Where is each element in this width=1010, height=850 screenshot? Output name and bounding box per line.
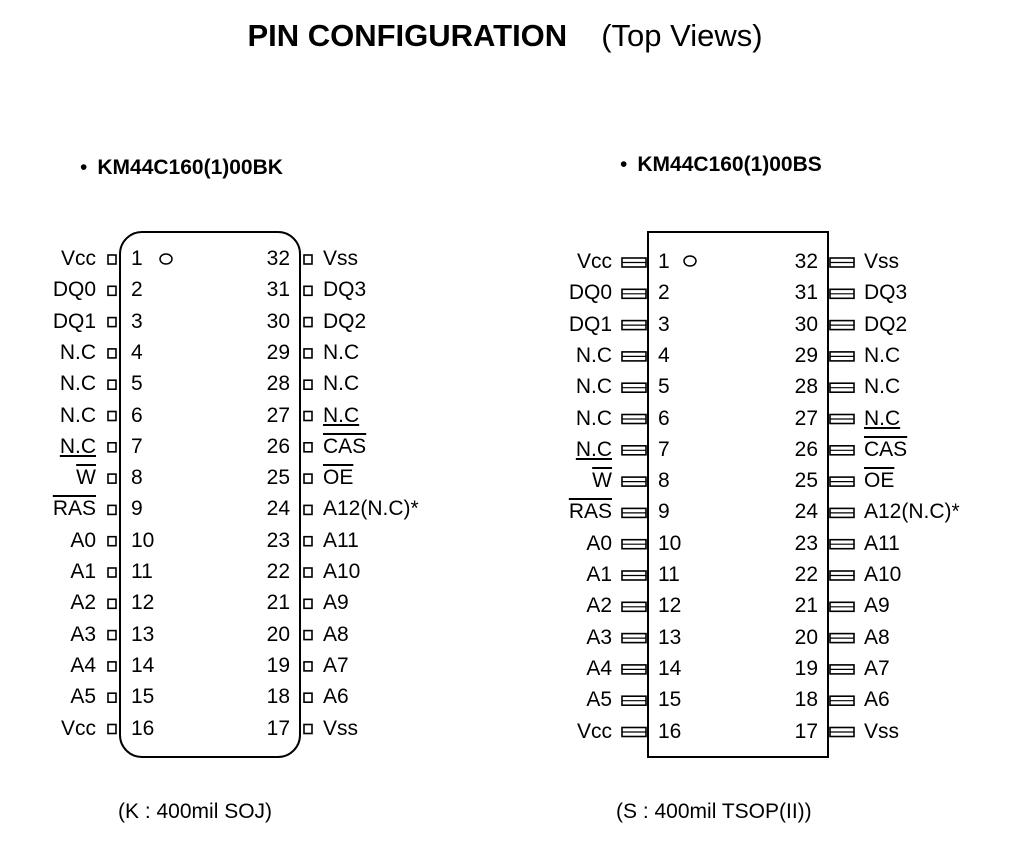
pin-number: 17 [794, 719, 818, 743]
pin-name: N.C [575, 406, 612, 430]
pin-lead [304, 380, 312, 389]
pin-number: 19 [794, 656, 818, 680]
pin-number: 32 [266, 247, 290, 270]
pin-name: $\overline{CAS}$ [323, 434, 367, 458]
pin-number: 15 [131, 685, 155, 709]
pin-number: 10 [131, 528, 155, 552]
pin-name: A8 [323, 622, 349, 646]
pin-name: Vss [864, 250, 900, 273]
pin-name: A0 [586, 531, 612, 555]
pin-number: 5 [658, 375, 670, 399]
pin-lead [304, 286, 312, 295]
pin-name: DQ0 [568, 281, 612, 305]
pin-name: A1 [586, 563, 612, 586]
pin-number: 13 [131, 622, 155, 646]
pin-name: $\overline{W}$ [592, 469, 612, 493]
pin-name: A1 [70, 560, 96, 583]
pin-number: 19 [266, 653, 290, 677]
pin-lead [304, 725, 312, 734]
pin-number: 11 [131, 560, 153, 583]
pin-number: 29 [794, 343, 818, 367]
package-caption-soj: (K : 400mil SOJ) [118, 800, 273, 823]
pin-name: A3 [586, 625, 612, 649]
pin-lead [304, 662, 312, 671]
pin-lead [108, 443, 116, 452]
pin-name: N.C [323, 372, 360, 396]
pin-number: 23 [794, 531, 818, 555]
pin-lead [108, 505, 116, 514]
pin-name: N.C [864, 406, 901, 430]
pin-number: 21 [266, 591, 290, 615]
pin-name: N.C [59, 434, 96, 458]
pin-number: 1 [658, 250, 670, 273]
pin-lead [108, 599, 116, 608]
pin-name: A5 [586, 688, 612, 712]
pin-name: Vcc [576, 719, 612, 743]
pin-number: 18 [794, 688, 818, 712]
pin-number: 10 [658, 531, 682, 555]
pin-name: $\overline{W}$ [76, 466, 96, 490]
pin-name: N.C [575, 437, 612, 461]
pin-name: A7 [864, 656, 890, 680]
pin-number: 27 [266, 403, 290, 427]
pin-lead [108, 568, 116, 577]
pin-name: DQ2 [864, 312, 908, 336]
pin-lead [304, 474, 312, 483]
pin-name: N.C [864, 343, 901, 367]
part-number: KM44C160(1)00BK [97, 156, 283, 179]
pin-name: N.C [864, 375, 901, 399]
pin-number: 22 [794, 563, 818, 586]
pin-number: 3 [131, 309, 143, 333]
pin-lead [108, 631, 116, 640]
pin-number: 26 [794, 437, 818, 461]
pin-name: N.C [59, 372, 96, 396]
bullet-icon: • [620, 153, 628, 176]
pin-lead [304, 443, 312, 452]
pin-number: 8 [131, 466, 143, 490]
pin-number: 26 [266, 434, 290, 458]
pin-number: 31 [266, 278, 290, 302]
pin-number: 12 [131, 591, 155, 615]
pin-number: 25 [266, 466, 290, 490]
pin-name: $\overline{RAS}$ [52, 497, 96, 521]
pin-name: $\overline{OE}$ [323, 466, 354, 490]
pin-name: A2 [586, 594, 612, 618]
pin-lead [108, 412, 116, 421]
pin-name: A11 [323, 528, 359, 552]
pin-number: 9 [131, 497, 143, 521]
pin-number: 2 [131, 278, 143, 302]
pin-name: A5 [70, 685, 96, 709]
pin-name: A12(N.C)* [323, 497, 419, 521]
pin-name: A10 [864, 563, 902, 586]
pin-lead [108, 380, 116, 389]
pin-name: A6 [864, 688, 890, 712]
bullet-icon: • [80, 156, 88, 179]
pin-name: A2 [70, 591, 96, 615]
pin-number: 17 [266, 716, 290, 740]
pin-number: 15 [658, 688, 682, 712]
pin-lead [108, 662, 116, 671]
pin-name: DQ3 [323, 278, 367, 302]
pin-name: A0 [70, 528, 96, 552]
pin-number: 30 [266, 309, 290, 333]
part-number: KM44C160(1)00BS [637, 153, 822, 176]
pin-name: A4 [70, 653, 96, 677]
pin-lead [304, 537, 312, 546]
pin-lead [304, 505, 312, 514]
pin-number: 11 [658, 563, 680, 586]
title-main: PIN CONFIGURATION [247, 18, 568, 53]
pin-name: DQ0 [52, 278, 96, 302]
pin-name: $\overline{RAS}$ [568, 500, 612, 524]
pin-number: 30 [794, 312, 818, 336]
pin-name: N.C [575, 375, 612, 399]
pin-number: 23 [266, 528, 290, 552]
pin-name: $\overline{OE}$ [864, 469, 895, 493]
package-caption-tsop: (S : 400mil TSOP(II)) [616, 800, 812, 823]
pin-number: 32 [794, 250, 818, 273]
pin-lead [108, 286, 116, 295]
pin-number: 3 [658, 312, 670, 336]
pin-lead [304, 568, 312, 577]
pin1-marker-icon [160, 254, 172, 264]
pin-name: A6 [323, 685, 349, 709]
pin-name: N.C [59, 340, 96, 364]
pin-lead [304, 412, 312, 421]
pin-number: 21 [794, 594, 818, 618]
pin-number: 29 [266, 340, 290, 364]
pin-name: A10 [323, 560, 361, 583]
pin-name: A11 [864, 531, 900, 555]
pin-lead [304, 255, 312, 264]
pin-number: 18 [266, 685, 290, 709]
pin-number: 27 [794, 406, 818, 430]
pin-number: 24 [794, 500, 818, 524]
pin-lead [304, 599, 312, 608]
pin-lead [108, 474, 116, 483]
pin-number: 20 [266, 622, 290, 646]
pin-name: N.C [575, 343, 612, 367]
pin-lead [108, 349, 116, 358]
pin-number: 25 [794, 469, 818, 493]
pin-name: Vcc [60, 716, 96, 740]
pin-number: 4 [131, 340, 143, 364]
pin-lead [108, 318, 116, 327]
pin-number: 5 [131, 372, 143, 396]
pin-name: N.C [323, 403, 360, 427]
pin-name: A4 [586, 656, 612, 680]
pin-name: Vss [864, 719, 900, 743]
pin-number: 31 [794, 281, 818, 305]
pin-number: 13 [658, 625, 682, 649]
pin-number: 28 [266, 372, 290, 396]
pin-number: 16 [658, 719, 682, 743]
pin-lead [108, 537, 116, 546]
pin-name: DQ1 [52, 309, 96, 333]
pin-number: 28 [794, 375, 818, 399]
pin-lead [108, 693, 116, 702]
pin-number: 2 [658, 281, 670, 305]
pin-number: 24 [266, 497, 290, 521]
pin-number: 8 [658, 469, 670, 493]
pin-name: Vcc [60, 247, 96, 270]
pin-number: 12 [658, 594, 682, 618]
pin-name: Vss [323, 247, 359, 270]
pin-number: 6 [131, 403, 143, 427]
pin-name: DQ1 [568, 312, 612, 336]
pin-number: 6 [658, 406, 670, 430]
pin1-marker-icon [684, 256, 696, 266]
pin-lead [304, 631, 312, 640]
pin-number: 22 [266, 560, 290, 583]
pin-number: 1 [131, 247, 143, 270]
pin-number: 16 [131, 716, 155, 740]
pin-lead [304, 349, 312, 358]
pin-name: Vcc [576, 250, 612, 273]
pin-name: A12(N.C)* [864, 500, 960, 524]
pin-lead [304, 318, 312, 327]
pin-name: A7 [323, 653, 349, 677]
pin-number: 20 [794, 625, 818, 649]
pin-name: DQ2 [323, 309, 367, 333]
pin-name: N.C [323, 340, 360, 364]
pin-name: A3 [70, 622, 96, 646]
pin-name: A9 [323, 591, 349, 615]
pin-name: DQ3 [864, 281, 908, 305]
pin-number: 9 [658, 500, 670, 524]
pin-name: Vss [323, 716, 359, 740]
pin-name: A9 [864, 594, 890, 618]
pin-number: 14 [131, 653, 155, 677]
pin-number: 4 [658, 343, 670, 367]
pin-lead [304, 693, 312, 702]
pin-lead [108, 255, 116, 264]
pin-name: N.C [59, 403, 96, 427]
pin-number: 14 [658, 656, 682, 680]
pin-lead [108, 725, 116, 734]
pin-name: A8 [864, 625, 890, 649]
pin-name: $\overline{CAS}$ [864, 437, 908, 461]
pin-number: 7 [131, 434, 143, 458]
pin-number: 7 [658, 437, 670, 461]
title-sub: (Top Views) [601, 18, 763, 53]
